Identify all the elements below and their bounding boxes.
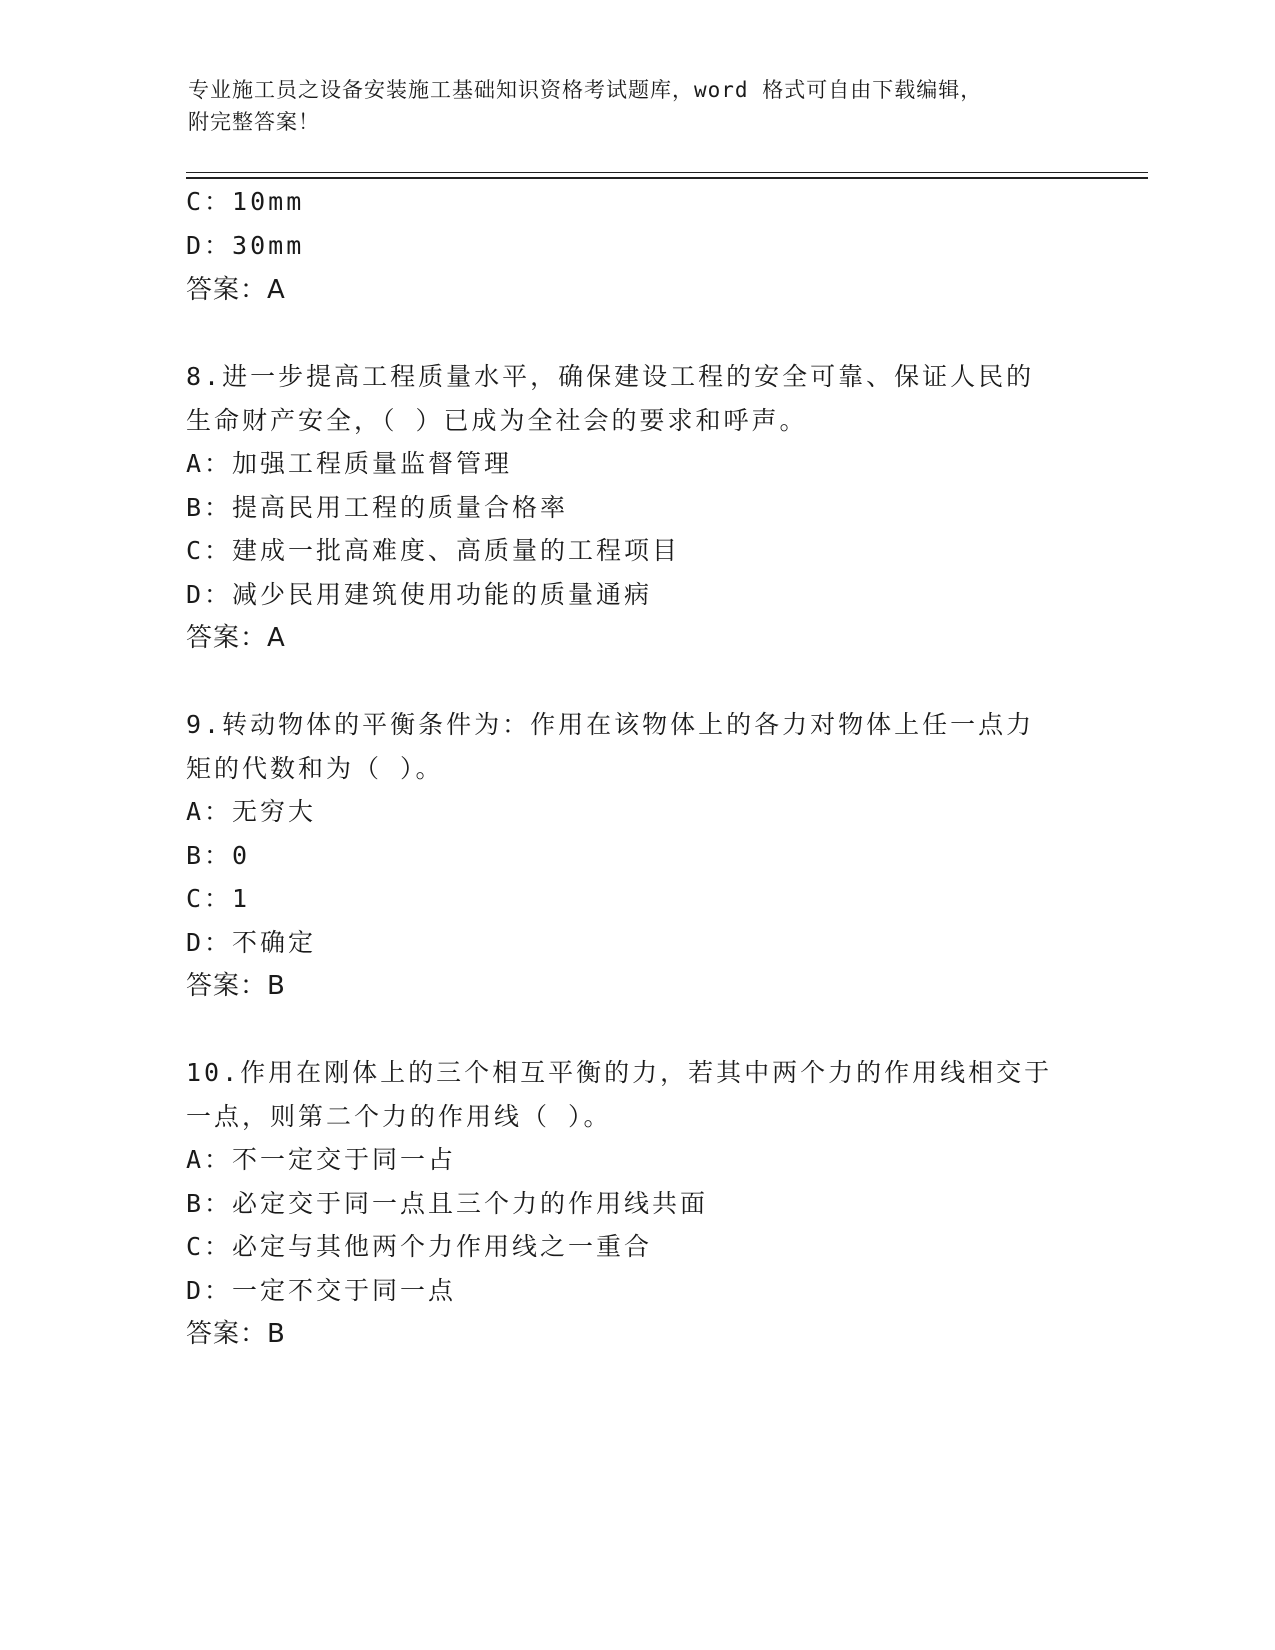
q10-stem-line-1: 10.作用在刚体上的三个相互平衡的力，若其中两个力的作用线相交于 — [186, 1058, 1053, 1087]
prev-option-c: C：10mm — [186, 187, 305, 216]
q8-option-d: D：减少民用建筑使用功能的质量通病 — [186, 580, 653, 609]
header-divider-thin — [186, 172, 1148, 173]
header-line-2: 附完整答案！ — [188, 110, 320, 134]
prev-option-d: D：30mm — [186, 231, 305, 260]
q8-option-a: A：加强工程质量监督管理 — [186, 449, 513, 478]
header-divider-thick — [186, 177, 1148, 179]
q8-stem-line-2: 生命财产安全，（ ）已成为全社会的要求和呼声。 — [186, 406, 808, 435]
q8-stem-line-1: 8.进一步提高工程质量水平，确保建设工程的安全可靠、保证人民的 — [186, 362, 1035, 391]
q8-answer: 答案：A — [186, 623, 286, 653]
q9-option-c: C：1 — [186, 884, 251, 913]
q8-option-b: B：提高民用工程的质量合格率 — [186, 493, 569, 522]
q10-option-c: C：必定与其他两个力作用线之一重合 — [186, 1232, 653, 1261]
q9-option-d: D：不确定 — [186, 928, 317, 957]
prev-answer: 答案：A — [186, 275, 286, 305]
q10-option-d: D：一定不交于同一点 — [186, 1276, 457, 1305]
q9-stem-line-2: 矩的代数和为（ ）。 — [186, 754, 444, 783]
q10-stem-line-2: 一点，则第二个力的作用线（ ）。 — [186, 1102, 612, 1131]
document-header — [188, 74, 1068, 138]
q10-answer: 答案：B — [186, 1319, 286, 1349]
header-line-1: 专业施工员之设备安装施工基础知识资格考试题库，word 格式可自由下载编辑， — [188, 78, 983, 102]
q9-option-a: A：无穷大 — [186, 797, 317, 826]
q10-option-a: A：不一定交于同一占 — [186, 1145, 457, 1174]
q9-answer: 答案：B — [186, 971, 286, 1001]
q9-option-b: B：0 — [186, 841, 251, 870]
q10-option-b: B：必定交于同一点且三个力的作用线共面 — [186, 1189, 709, 1218]
q9-stem-line-1: 9.转动物体的平衡条件为：作用在该物体上的各力对物体上任一点力 — [186, 710, 1035, 739]
q8-option-c: C：建成一批高难度、高质量的工程项目 — [186, 536, 681, 565]
